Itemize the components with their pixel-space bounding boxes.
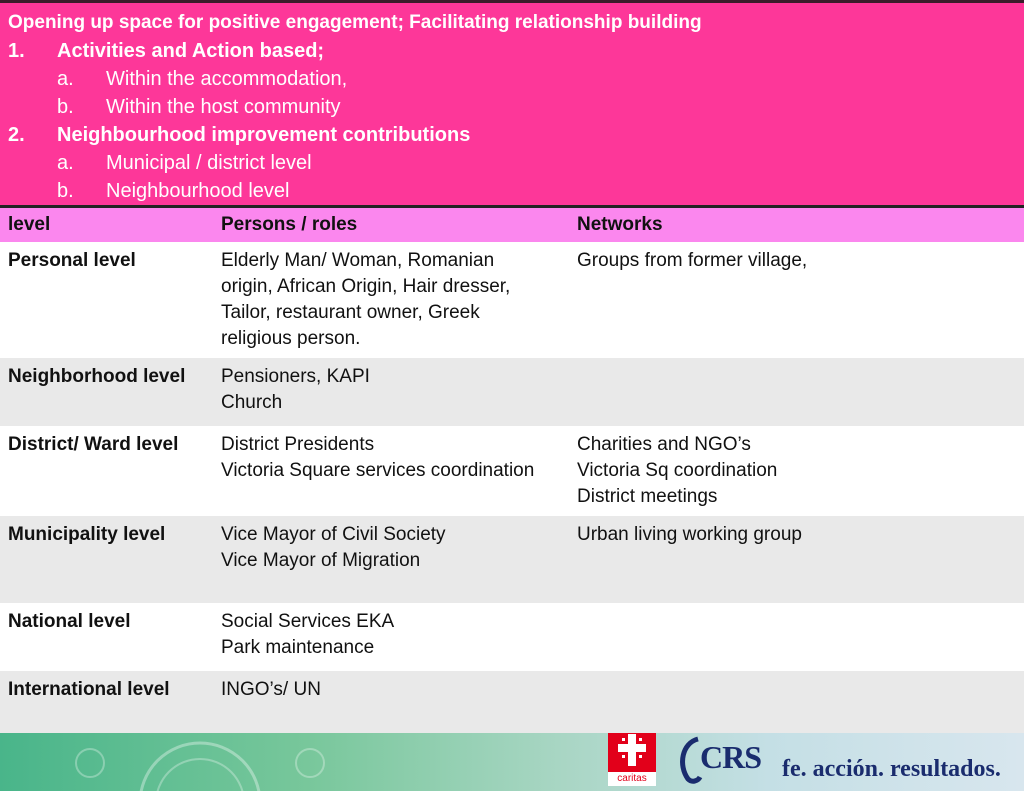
row-level: International level [0, 671, 213, 737]
row-networks [569, 242, 1024, 358]
row-level: Personal level [0, 242, 213, 358]
persons-line: Social Services EKA [221, 611, 395, 632]
row-persons [213, 358, 569, 426]
row-networks [569, 516, 1024, 603]
column-header-persons: Persons / roles [213, 207, 569, 243]
caritas-cross-icon [608, 733, 656, 772]
persons-line: Vice Mayor of Migration [221, 550, 421, 571]
item-label: Neighbourhood improvement contributions [57, 124, 471, 146]
row-persons [213, 671, 569, 737]
row-level: National level [0, 603, 213, 671]
row-level: Municipality level [0, 516, 213, 603]
subitem-letter: a. [57, 152, 74, 174]
networks-line: Urban living working group [577, 524, 802, 545]
subitem-letter: b. [57, 180, 74, 202]
persons-line: Vice Mayor of Civil Society [221, 524, 446, 545]
table-header-row [0, 207, 1024, 243]
table-row [0, 426, 1024, 516]
row-level: Neighborhood level [0, 358, 213, 426]
networks-line: Groups from former village, [577, 250, 808, 271]
subitem-text: Within the accommodation, [106, 68, 348, 90]
subitem-letter: b. [57, 96, 74, 118]
subitem-text: Municipal / district level [106, 152, 312, 174]
row-networks [569, 358, 1024, 426]
persons-line: Pensioners, KAPI [221, 366, 370, 387]
header-panel [0, 0, 1024, 205]
persons-line: Park maintenance [221, 637, 375, 658]
subitem-text: Within the host community [106, 96, 341, 118]
item-number: 2. [8, 124, 25, 146]
persons-line: Victoria Square services coordination [221, 460, 535, 481]
caritas-logo [608, 733, 656, 786]
persons-line: Elderly Man/ Woman, Romanian [221, 250, 495, 271]
persons-line: District Presidents [221, 434, 375, 455]
row-level: District/ Ward level [0, 426, 213, 516]
column-header-level: level [0, 207, 213, 243]
row-persons [213, 603, 569, 671]
subitem-text: Neighbourhood level [106, 180, 290, 202]
networks-line: Charities and NGO’s [577, 434, 751, 455]
item-label: Activities and Action based; [57, 40, 325, 62]
subitem-letter: a. [57, 68, 74, 90]
caritas-wordmark: caritas [617, 773, 647, 784]
table-row [0, 358, 1024, 426]
row-networks [569, 671, 1024, 737]
row-networks [569, 426, 1024, 516]
persons-line: religious person. [221, 328, 361, 349]
persons-line: origin, African Origin, Hair dresser, [221, 276, 511, 297]
networks-line: District meetings [577, 486, 718, 507]
persons-line: Tailor, restaurant owner, Greek [221, 302, 480, 323]
footer-banner [0, 733, 1024, 791]
table-row [0, 242, 1024, 358]
persons-line: INGO’s/ UN [221, 679, 321, 700]
stakeholder-table [0, 205, 1024, 739]
table-row [0, 671, 1024, 737]
table-row [0, 603, 1024, 671]
row-persons [213, 426, 569, 516]
crs-tagline: fe. acción. resultados. [782, 756, 1001, 782]
column-header-networks: Networks [569, 207, 1024, 243]
networks-line: Victoria Sq coordination [577, 460, 778, 481]
table-row [0, 516, 1024, 603]
item-number: 1. [8, 40, 25, 62]
header-title: Opening up space for positive engagement; Facilitating relationship building [8, 12, 702, 33]
row-persons [213, 516, 569, 603]
decorative-pattern-icon [70, 733, 330, 791]
crs-logo-text: CRS [700, 739, 762, 775]
row-networks [569, 603, 1024, 671]
row-persons [213, 242, 569, 358]
persons-line: Church [221, 392, 283, 413]
